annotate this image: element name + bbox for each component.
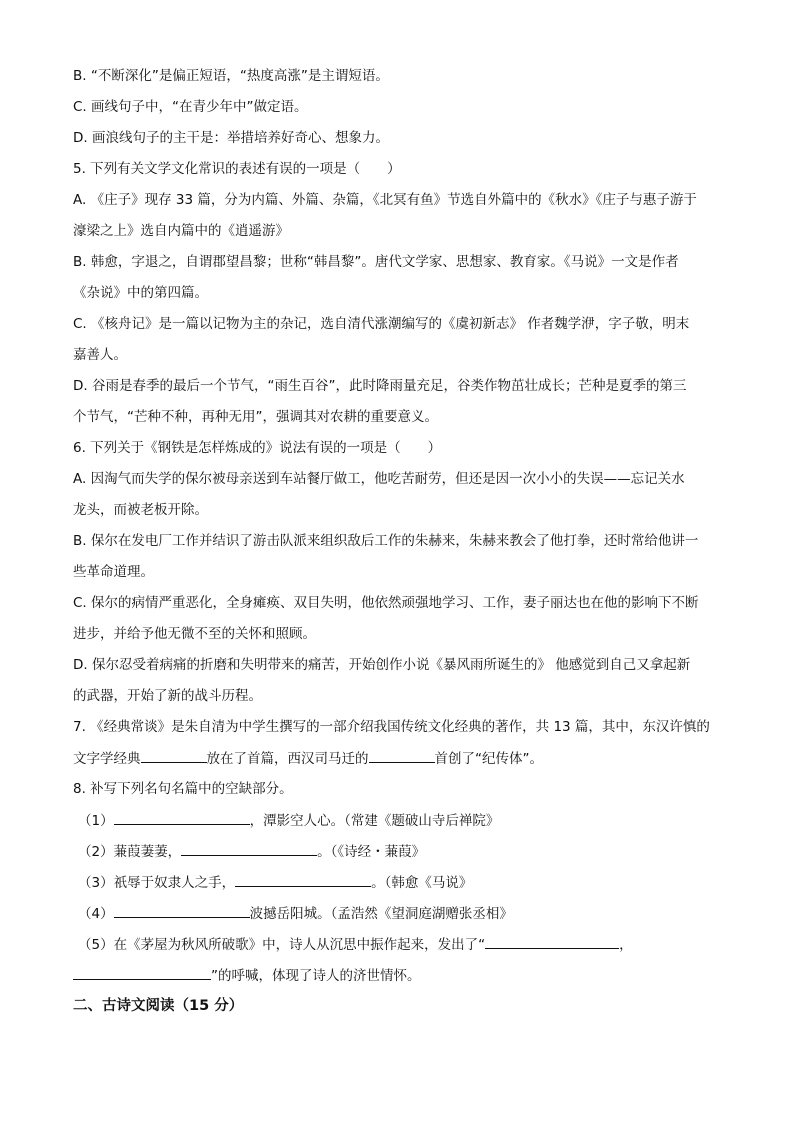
q8-4-source: 波撼岳阳城。（孟浩然《望洞庭湖赠张丞相》: [249, 906, 513, 922]
q8-2-source: 。（《诗经・蒹葭》: [317, 844, 426, 860]
q8-item-5: [78, 934, 738, 954]
q7-blank-2[interactable]: [369, 748, 435, 763]
question-6-stem: 6. 下列关于《钢铁是怎样炼成的》说法有误的一项是（ ）: [73, 440, 442, 456]
q6-option-d: D. 保尔忍受着病痛的折磨和失明带来的痛苦，开始创作小说《暴风雨所诞生的》 他感觉到自己又拿起新: [73, 657, 691, 673]
q5-option-d: D. 谷雨是春季的最后一个节气，“雨生百谷”，此时降雨量充足，谷类作物茁壮成长；芒种是夏季的第三: [73, 378, 687, 394]
q8-3-source: 。（韩愈《马说》: [371, 875, 473, 891]
q6-option-b-cont: 些革命道理。: [73, 564, 154, 580]
q8-2-blank[interactable]: [181, 841, 317, 856]
q8-5-text: （5）在《茅屋为秋风所破歌》中，诗人从沉思中振作起来，发出了“: [78, 937, 486, 953]
q6-option-a-cont: 龙头，而被老板开除。: [73, 502, 208, 518]
q7-blank-1[interactable]: [141, 748, 207, 763]
q5-option-a: A. 《庄子》现存 33 篇，分为内篇、外篇、杂篇，《北冥有鱼》节选自外篇中的《秋水》《庄子与惠子游于: [73, 192, 697, 208]
q8-4-label: （4）: [78, 906, 114, 922]
q8-item-5-cont: [73, 965, 733, 985]
q8-3-blank[interactable]: [235, 872, 371, 887]
q6-option-c-cont: 进步，并给予他无微不至的关怀和照顾。: [73, 626, 316, 642]
q6-option-d-cont: 的武器，开始了新的战斗历程。: [73, 688, 262, 704]
q8-5-tail: ”的呼喊，体现了诗人的济世情怀。: [211, 968, 421, 984]
q7-text-1: 文字学经典: [73, 751, 141, 767]
q8-5-comma: ，: [619, 937, 633, 953]
question-7-blanks: [73, 748, 733, 768]
q5-option-c: C. 《核舟记》是一篇以记物为主的杂记，选自清代涨潮编写的《虞初新志》 作者魏学洢，字子敬，明末: [73, 316, 690, 332]
q8-item-2: [78, 841, 738, 861]
q8-item-3: [78, 872, 738, 892]
question-7-stem: 7. 《经典常谈》是朱自清为中学生撰写的一部介绍我国传统文化经典的著作，共 13 篇，其中，东汉许慎的: [73, 719, 710, 735]
option-d-line: D. 画浪线句子的主干是：举措培养好奇心、想象力。: [73, 130, 389, 146]
q8-5-blank-1[interactable]: [485, 934, 619, 949]
q6-option-b: B. 保尔在发电厂工作并结识了游击队派来组织敌后工作的朱赫来，朱赫来教会了他打拳，还时常给他讲一: [73, 533, 699, 549]
q8-item-4: [78, 903, 738, 923]
q8-1-blank[interactable]: [114, 810, 250, 825]
question-8-stem: 8. 补写下列名句名篇中的空缺部分。: [73, 781, 293, 797]
q7-text-3: 首创了“纪传体”。: [434, 751, 543, 767]
question-5-stem: 5. 下列有关文学文化常识的表述有误的一项是（ ）: [73, 161, 401, 177]
q5-option-b: B. 韩愈，字退之，自谓郡望昌黎；世称“韩昌黎”。唐代文学家、思想家、教育家。《马说》一文是作者: [73, 254, 679, 270]
section-2-heading: 二、古诗文阅读（15 分）: [73, 998, 244, 1014]
option-b-line: B. “不断深化”是偏正短语，“热度高涨”是主谓短语。: [73, 68, 389, 84]
option-c-line: C. 画线句子中，“在青少年中”做定语。: [73, 99, 308, 115]
q8-3-text: （3）祇辱于奴隶人之手，: [78, 875, 236, 891]
q8-4-blank[interactable]: [114, 903, 250, 918]
q5-option-a-cont: 濠梁之上》选自内篇中的《逍遥游》: [73, 223, 289, 239]
q8-item-1: [78, 810, 738, 830]
q7-text-2: 放在了首篇，西汉司马迁的: [206, 751, 369, 767]
q5-option-b-cont: 《杂说》中的第四篇。: [73, 285, 208, 301]
q8-5-blank-2[interactable]: [73, 965, 211, 980]
q6-option-c: C. 保尔的病情严重恶化，全身瘫痪、双目失明，他依然顽强地学习、工作，妻子丽达也在他的影响下不断: [73, 595, 699, 611]
q6-option-a: A. 因淘气而失学的保尔被母亲送到车站餐厅做工，他吃苦耐劳，但还是因一次小小的失误——忘记关水: [73, 471, 685, 487]
q8-1-label: （1）: [78, 813, 114, 829]
q8-1-source: ，潭影空人心。（常建《题破山寺后禅院》: [249, 813, 500, 829]
q8-2-text: （2）蒹葭萋萋，: [78, 844, 182, 860]
q5-option-c-cont: 嘉善人。: [73, 347, 127, 363]
q5-option-d-cont: 个节气，“芒种不种，再种无用”，强调其对农耕的重要意义。: [73, 409, 438, 425]
